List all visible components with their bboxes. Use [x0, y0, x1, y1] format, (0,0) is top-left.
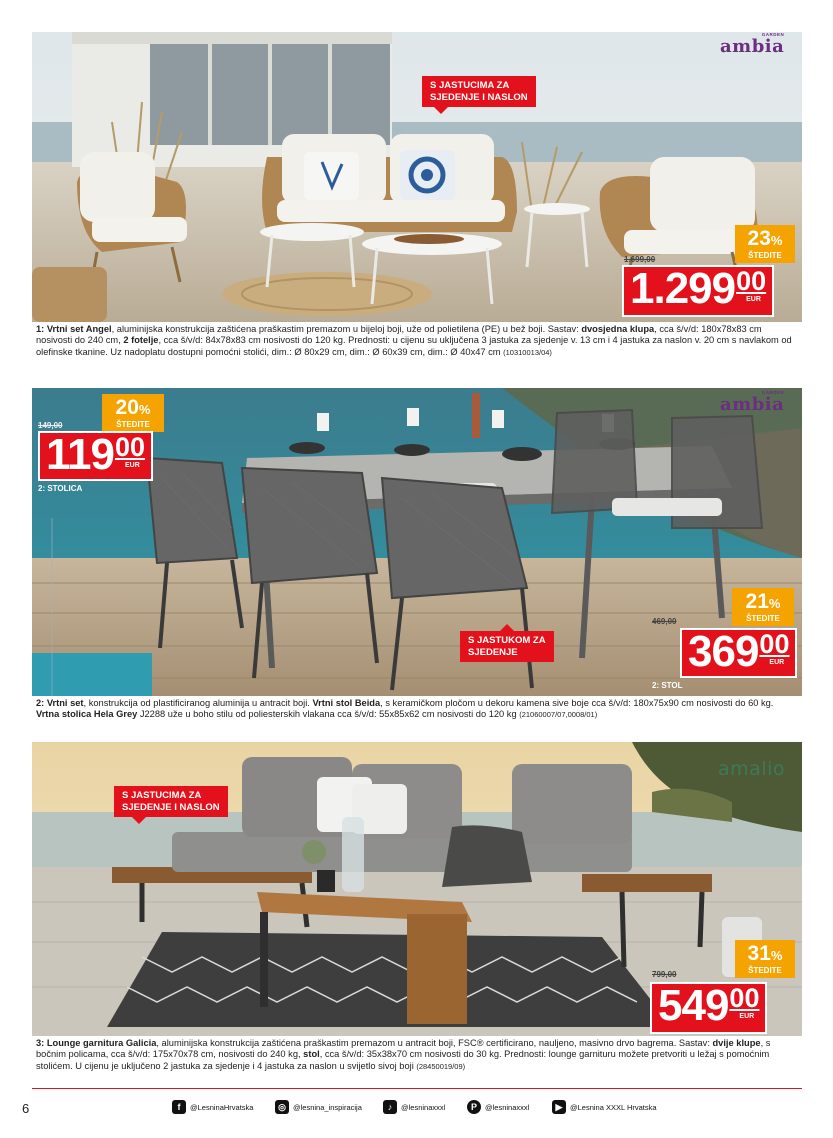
chair-price-tag: 119 00 EUR — [38, 431, 153, 481]
table-old-price: 469,00 — [652, 617, 677, 626]
table-label: 2: STOL — [652, 681, 683, 690]
product-section-galicia — [32, 742, 802, 1080]
price-tag: 1.299 00 EUR — [622, 265, 774, 317]
social-handle: @Lesnina XXXL Hrvatska — [570, 1102, 657, 1112]
table-savings-badge: 21% ŠTEDITE — [732, 588, 794, 626]
cushions-tag: S JASTUCIMA ZA SJEDENJE I NASLON — [422, 76, 536, 107]
chair-old-price: 149,00 — [38, 421, 63, 430]
product-description: 3: Lounge garnitura Galicia, aluminijska konstrukcija zaštićena praškastim premazom u antracit boji, FSC® certificirano, nauljeno, masivno drvo bagrema. Sastav: dvije klupe, s bočnim policama, cca š/v/d: 175x70x78 cm, nosivosti do 240 kg, stol, cca š/v/d: 35x38x70 cm nosivosti do 30 kg. Prednosti: lounge garnituru možete pretvoriti u ležaj s pomoćnim stolićem. U cijenu je uključeno 2 jastuka za sjedenje i 4 jastuka za naslon u svijetlo sivoj boji (28450019/09) — [32, 1036, 802, 1080]
tiktok-icon: ♪ — [383, 1100, 397, 1114]
price-tag: 549 00 EUR — [650, 982, 767, 1034]
savings-badge: 23% ŠTEDITE — [735, 225, 795, 263]
table-price-tag: 369 00 EUR — [680, 628, 797, 678]
social-youtube[interactable] — [552, 1100, 657, 1114]
chair-label: 2: STOLICA — [38, 484, 83, 493]
savings-badge: 31% ŠTEDITE — [735, 940, 795, 978]
social-tiktok[interactable] — [383, 1100, 445, 1114]
product-description: 2: Vrtni set, konstrukcija od plastificiranog aluminija u antracit boji. Vrtni stol Beida, s keramičkom pločom u dekoru kamena sive boje cca š/v/d: 180x75x90 cm nosivosti do 60 kg. Vrtna stolica Hela Grey J2288 uže u boho stilu od poliesterskih vlakana cca š/v/d: 55x85x62 cm nosivosti do 120 kg (21060007/07,0008/01) — [32, 696, 802, 724]
youtube-icon: ▶ — [552, 1100, 566, 1114]
social-instagram[interactable] — [275, 1100, 362, 1114]
facebook-icon: f — [172, 1100, 186, 1114]
social-handle: @lesninaxxxl — [401, 1102, 446, 1112]
social-handle: @LesninaHrvatska — [190, 1102, 254, 1112]
old-price: 799,00 — [652, 970, 677, 979]
pinterest-icon: P — [467, 1100, 481, 1114]
footer-divider — [32, 1088, 802, 1089]
product-section-angel — [32, 32, 802, 370]
old-price: 1.699,00 — [624, 255, 656, 264]
social-pinterest[interactable] — [467, 1100, 529, 1114]
brand-logo-ambia: ambia GARDEN — [720, 390, 785, 415]
cushion-tag: S JASTUKOM ZA SJEDENJE — [460, 631, 554, 662]
cushions-tag: S JASTUCIMA ZA SJEDENJE I NASLON — [114, 786, 228, 817]
social-handle: @lesnina_inspiracija — [293, 1102, 362, 1112]
chair-savings-badge: 20% ŠTEDITE — [102, 394, 164, 432]
social-handle: @lesninaxxxl — [485, 1102, 530, 1112]
page-number: 6 — [22, 1101, 30, 1116]
brand-logo-amalio: amalio — [718, 758, 785, 780]
instagram-icon: ◎ — [275, 1100, 289, 1114]
product-description: 1: Vrtni set Angel, aluminijska konstrukcija zaštićena praškastim premazom u bijeloj boji, uže od polietilena (PE) u bež boji. Sastav: dvosjedna klupa, cca š/v/d: 180x78x83 cm nosivosti do 240 cm, 2 fotelje, cca š/v/d: 84x78x83 cm nosivosti do 120 kg. Prednosti: u cijenu su uključena 3 jastuka za sjedenje v. 13 cm i 4 jastuka za naslon v. 20 cm s navlakom od olefinske tkanine. Uz nadoplatu dostupni pomoćni stolići, dim.: Ø 80x29 cm, dim.: Ø 60x39 cm, dim.: Ø 40x47 cm (10310013/04) — [32, 322, 802, 370]
brand-logo-ambia: ambia GARDEN — [720, 32, 785, 57]
social-facebook[interactable] — [172, 1100, 253, 1114]
product-section-dining-set — [32, 388, 802, 724]
